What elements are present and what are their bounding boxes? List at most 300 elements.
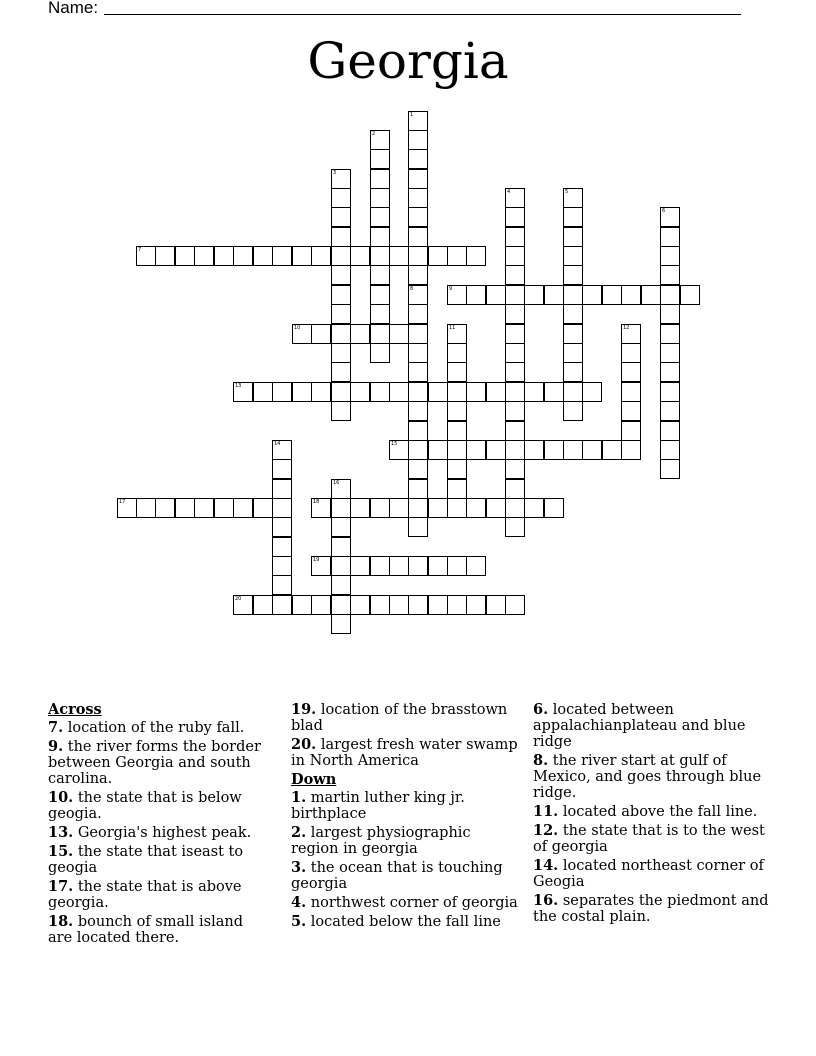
crossword-cell[interactable] bbox=[311, 556, 331, 576]
crossword-cell[interactable] bbox=[505, 304, 525, 324]
crossword-cell[interactable] bbox=[331, 304, 351, 324]
crossword-cell[interactable] bbox=[350, 595, 370, 615]
crossword-cell[interactable] bbox=[486, 382, 506, 402]
crossword-cell[interactable] bbox=[194, 498, 214, 518]
crossword-cell[interactable] bbox=[408, 130, 428, 150]
crossword-cell[interactable] bbox=[272, 537, 292, 557]
crossword-cell[interactable] bbox=[660, 401, 680, 421]
crossword-cell[interactable] bbox=[660, 382, 680, 402]
crossword-cell[interactable] bbox=[408, 362, 428, 382]
clue-number: 16. bbox=[533, 892, 559, 909]
crossword-cell[interactable] bbox=[428, 440, 448, 460]
crossword-cell[interactable] bbox=[370, 188, 390, 208]
crossword-cell[interactable] bbox=[447, 498, 467, 518]
cell-number: 5 bbox=[565, 189, 569, 195]
crossword-cell[interactable] bbox=[331, 517, 351, 537]
crossword-cell[interactable] bbox=[505, 343, 525, 363]
crossword-cell[interactable] bbox=[563, 285, 583, 305]
crossword-cell[interactable] bbox=[408, 324, 428, 344]
crossword-cell[interactable] bbox=[563, 440, 583, 460]
clue-number: 4. bbox=[291, 894, 307, 911]
across-clue-list bbox=[48, 720, 270, 946]
crossword-cell[interactable] bbox=[563, 207, 583, 227]
crossword-cell[interactable] bbox=[428, 498, 448, 518]
crossword-cell[interactable] bbox=[505, 595, 525, 615]
crossword-cell[interactable] bbox=[292, 246, 312, 266]
page-title: Georgia bbox=[307, 32, 509, 90]
crossword-cell[interactable] bbox=[544, 285, 564, 305]
crossword-cell[interactable] bbox=[408, 382, 428, 402]
clue-text: located above the fall line. bbox=[558, 804, 758, 820]
clue-text: Georgia's highest peak. bbox=[73, 825, 252, 841]
crossword-cell[interactable] bbox=[621, 401, 641, 421]
clue-text: located northeast corner of Geogia bbox=[533, 858, 764, 890]
crossword-cell[interactable] bbox=[331, 285, 351, 305]
cell-number: 17 bbox=[119, 499, 126, 505]
clue-number: 7. bbox=[48, 719, 64, 736]
crossword-cell[interactable] bbox=[331, 343, 351, 363]
crossword-cell[interactable] bbox=[621, 343, 641, 363]
crossword-cell[interactable] bbox=[408, 595, 428, 615]
crossword-cell[interactable] bbox=[370, 149, 390, 169]
crossword-cell[interactable] bbox=[311, 595, 331, 615]
crossword-cell[interactable] bbox=[524, 498, 544, 518]
crossword-cell[interactable] bbox=[408, 111, 428, 131]
crossword-cell[interactable] bbox=[389, 246, 409, 266]
crossword-cell[interactable] bbox=[660, 265, 680, 285]
crossword-cell[interactable] bbox=[272, 479, 292, 499]
crossword-cell[interactable] bbox=[505, 459, 525, 479]
cell-number: 9 bbox=[449, 286, 453, 292]
crossword-cell[interactable] bbox=[136, 498, 156, 518]
crossword-cell[interactable] bbox=[621, 324, 641, 344]
clue-number: 15. bbox=[48, 843, 74, 860]
crossword-cell[interactable] bbox=[660, 304, 680, 324]
crossword-cell[interactable] bbox=[505, 188, 525, 208]
crossword-cell[interactable] bbox=[621, 382, 641, 402]
crossword-cell[interactable] bbox=[350, 556, 370, 576]
crossword-cell[interactable] bbox=[447, 285, 467, 305]
crossword-cell[interactable] bbox=[370, 207, 390, 227]
crossword-cell[interactable] bbox=[350, 246, 370, 266]
cell-number: 15 bbox=[391, 441, 398, 447]
crossword-cell[interactable] bbox=[389, 382, 409, 402]
crossword-cell[interactable] bbox=[175, 246, 195, 266]
crossword-cell[interactable] bbox=[155, 246, 175, 266]
cell-number: 8 bbox=[410, 286, 414, 292]
crossword-cell[interactable] bbox=[660, 343, 680, 363]
crossword-cell[interactable] bbox=[563, 246, 583, 266]
crossword-cell[interactable] bbox=[408, 188, 428, 208]
crossword-cell[interactable] bbox=[292, 382, 312, 402]
crossword-cell[interactable] bbox=[466, 556, 486, 576]
crossword-cell[interactable] bbox=[272, 498, 292, 518]
crossword-cell[interactable] bbox=[408, 343, 428, 363]
clue-item bbox=[48, 790, 270, 822]
crossword-cell[interactable] bbox=[370, 324, 390, 344]
crossword-cell[interactable] bbox=[331, 614, 351, 634]
crossword-cell[interactable] bbox=[253, 382, 273, 402]
crossword-cell[interactable] bbox=[563, 227, 583, 247]
clues-column-2 bbox=[291, 702, 519, 933]
crossword-cell[interactable] bbox=[408, 246, 428, 266]
crossword-cell[interactable] bbox=[408, 440, 428, 460]
clue-item bbox=[533, 893, 769, 925]
crossword-cell[interactable] bbox=[563, 382, 583, 402]
clue-number: 12. bbox=[533, 822, 559, 839]
clue-number: 3. bbox=[291, 859, 307, 876]
crossword-cell[interactable] bbox=[331, 227, 351, 247]
crossword-cell[interactable] bbox=[311, 382, 331, 402]
clue-text: the river forms the border between Georgia and south carolina. bbox=[48, 739, 261, 787]
crossword-cell[interactable] bbox=[524, 440, 544, 460]
clue-item bbox=[48, 825, 270, 841]
crossword-cell[interactable] bbox=[660, 440, 680, 460]
crossword-cell[interactable] bbox=[408, 421, 428, 441]
clue-item bbox=[48, 720, 270, 736]
crossword-cell[interactable] bbox=[272, 246, 292, 266]
cell-number: 18 bbox=[313, 499, 320, 505]
clue-text: location of the brasstown blad bbox=[291, 702, 508, 734]
down-clue-list-continued bbox=[533, 702, 769, 925]
clue-item bbox=[533, 702, 769, 750]
crossword-cell[interactable] bbox=[563, 324, 583, 344]
crossword-cell[interactable] bbox=[370, 246, 390, 266]
name-label: Name: bbox=[48, 0, 99, 17]
crossword-cell[interactable] bbox=[505, 227, 525, 247]
crossword-cell[interactable] bbox=[563, 362, 583, 382]
clue-item bbox=[48, 879, 270, 911]
crossword-cell[interactable] bbox=[233, 595, 253, 615]
crossword-cell[interactable] bbox=[505, 498, 525, 518]
clue-item bbox=[291, 825, 519, 857]
crossword-cell[interactable] bbox=[602, 285, 622, 305]
crossword-cell[interactable] bbox=[660, 324, 680, 344]
clue-text: separates the piedmont and the costal plain. bbox=[533, 893, 769, 925]
crossword-cell[interactable] bbox=[660, 459, 680, 479]
crossword-cell[interactable] bbox=[447, 324, 467, 344]
crossword-cell[interactable] bbox=[524, 285, 544, 305]
crossword-cell[interactable] bbox=[621, 285, 641, 305]
clue-text: located below the fall line bbox=[306, 914, 501, 930]
crossword-cell[interactable] bbox=[563, 188, 583, 208]
crossword-cell[interactable] bbox=[272, 575, 292, 595]
crossword-cell[interactable] bbox=[253, 595, 273, 615]
clue-text: location of the ruby fall. bbox=[63, 720, 245, 736]
crossword-cell[interactable] bbox=[582, 285, 602, 305]
clue-text: martin luther king jr. birthplace bbox=[291, 790, 465, 822]
cell-number: 1 bbox=[410, 112, 414, 118]
crossword-cell[interactable] bbox=[370, 382, 390, 402]
crossword-cell[interactable] bbox=[408, 285, 428, 305]
crossword-cell[interactable] bbox=[350, 324, 370, 344]
across-clue-list-continued bbox=[291, 702, 519, 769]
crossword-cell[interactable] bbox=[389, 498, 409, 518]
crossword-cell[interactable] bbox=[486, 498, 506, 518]
crossword-cell[interactable] bbox=[408, 556, 428, 576]
crossword-cell[interactable] bbox=[428, 556, 448, 576]
cell-number: 14 bbox=[274, 441, 281, 447]
crossword-cell[interactable] bbox=[331, 479, 351, 499]
crossword-cell[interactable] bbox=[370, 130, 390, 150]
crossword-cell[interactable] bbox=[563, 304, 583, 324]
crossword-cell[interactable] bbox=[408, 227, 428, 247]
crossword-cell[interactable] bbox=[466, 440, 486, 460]
crossword-cell[interactable] bbox=[486, 440, 506, 460]
crossword-cell[interactable] bbox=[466, 382, 486, 402]
crossword-cell[interactable] bbox=[505, 401, 525, 421]
crossword-cell[interactable] bbox=[331, 324, 351, 344]
crossword-cell[interactable] bbox=[447, 421, 467, 441]
crossword-cell[interactable] bbox=[408, 517, 428, 537]
down-clue-list bbox=[291, 790, 519, 930]
clue-item bbox=[291, 914, 519, 930]
clue-item bbox=[533, 823, 769, 855]
crossword-cell[interactable] bbox=[621, 362, 641, 382]
crossword-cell[interactable] bbox=[428, 246, 448, 266]
crossword-cell[interactable] bbox=[505, 207, 525, 227]
clue-number: 14. bbox=[533, 857, 559, 874]
crossword-cell[interactable] bbox=[486, 595, 506, 615]
crossword-cell[interactable] bbox=[447, 343, 467, 363]
crossword-cell[interactable] bbox=[505, 421, 525, 441]
crossword-cell[interactable] bbox=[272, 517, 292, 537]
crossword-cell[interactable] bbox=[389, 440, 409, 460]
crossword-cell[interactable] bbox=[155, 498, 175, 518]
crossword-cell[interactable] bbox=[253, 246, 273, 266]
crossword-cell[interactable] bbox=[408, 304, 428, 324]
crossword-cell[interactable] bbox=[292, 595, 312, 615]
crossword-cell[interactable] bbox=[505, 440, 525, 460]
crossword-cell[interactable] bbox=[117, 498, 137, 518]
clues-column-1 bbox=[48, 702, 270, 949]
crossword-cell[interactable] bbox=[370, 595, 390, 615]
crossword-cell[interactable] bbox=[466, 246, 486, 266]
crossword-cell[interactable] bbox=[447, 382, 467, 402]
crossword-cell[interactable] bbox=[233, 498, 253, 518]
crossword-cell[interactable] bbox=[272, 595, 292, 615]
crossword-cell[interactable] bbox=[370, 343, 390, 363]
down-heading: Down bbox=[291, 771, 337, 788]
crossword-cell[interactable] bbox=[505, 246, 525, 266]
crossword-cell[interactable] bbox=[524, 382, 544, 402]
clue-item bbox=[533, 753, 769, 801]
clue-text: the ocean that is touching georgia bbox=[291, 860, 503, 892]
crossword-cell[interactable] bbox=[408, 498, 428, 518]
crossword-cell[interactable] bbox=[447, 401, 467, 421]
crossword-cell[interactable] bbox=[233, 382, 253, 402]
crossword-cell[interactable] bbox=[331, 498, 351, 518]
crossword-cell[interactable] bbox=[408, 479, 428, 499]
clue-number: 8. bbox=[533, 752, 549, 769]
crossword-cell[interactable] bbox=[214, 498, 234, 518]
crossword-cell[interactable] bbox=[447, 362, 467, 382]
crossword-cell[interactable] bbox=[370, 285, 390, 305]
crossword-cell[interactable] bbox=[292, 324, 312, 344]
crossword-cell[interactable] bbox=[447, 459, 467, 479]
cell-number: 10 bbox=[294, 325, 301, 331]
crossword-cell[interactable] bbox=[272, 440, 292, 460]
crossword-cell[interactable] bbox=[370, 169, 390, 189]
cell-number: 3 bbox=[333, 170, 337, 176]
crossword-cell[interactable] bbox=[389, 595, 409, 615]
cell-number: 16 bbox=[333, 480, 340, 486]
clue-number: 2. bbox=[291, 824, 307, 841]
clue-number: 13. bbox=[48, 824, 74, 841]
crossword-cell[interactable] bbox=[505, 517, 525, 537]
cell-number: 7 bbox=[138, 247, 142, 253]
clue-item bbox=[48, 914, 270, 946]
across-heading: Across bbox=[48, 701, 102, 718]
crossword-cell[interactable] bbox=[408, 459, 428, 479]
clue-text: northwest corner of georgia bbox=[306, 895, 518, 911]
crossword-cell[interactable] bbox=[486, 285, 506, 305]
crossword-cell[interactable] bbox=[331, 537, 351, 557]
crossword-cell[interactable] bbox=[621, 421, 641, 441]
cell-number: 2 bbox=[372, 131, 376, 137]
crossword-cell[interactable] bbox=[680, 285, 700, 305]
crossword-cell[interactable] bbox=[253, 498, 273, 518]
crossword-cell[interactable] bbox=[408, 149, 428, 169]
crossword-cell[interactable] bbox=[331, 246, 351, 266]
crossword-cell[interactable] bbox=[389, 324, 409, 344]
crossword-cell[interactable] bbox=[447, 556, 467, 576]
crossword-cell[interactable] bbox=[563, 343, 583, 363]
clue-number: 9. bbox=[48, 738, 64, 755]
crossword-cell[interactable] bbox=[331, 169, 351, 189]
crossword-cell[interactable] bbox=[311, 324, 331, 344]
crossword-cell[interactable] bbox=[331, 382, 351, 402]
cell-number: 19 bbox=[313, 557, 320, 563]
crossword-cell[interactable] bbox=[331, 575, 351, 595]
crossword-cell[interactable] bbox=[408, 265, 428, 285]
crossword-cell[interactable] bbox=[272, 459, 292, 479]
crossword-cell[interactable] bbox=[582, 382, 602, 402]
crossword-cell[interactable] bbox=[194, 246, 214, 266]
crossword-cell[interactable] bbox=[505, 382, 525, 402]
crossword-cell[interactable] bbox=[447, 479, 467, 499]
crossword-cell[interactable] bbox=[389, 556, 409, 576]
crossword-cell[interactable] bbox=[582, 440, 602, 460]
crossword-cell[interactable] bbox=[563, 401, 583, 421]
crossword-cell[interactable] bbox=[331, 362, 351, 382]
crossword-cell[interactable] bbox=[505, 285, 525, 305]
crossword-cell[interactable] bbox=[602, 440, 622, 460]
clue-text: the state that iseast to geogia bbox=[48, 844, 244, 876]
clue-text: largest physiographic region in georgia bbox=[291, 825, 471, 857]
crossword-cell[interactable] bbox=[641, 285, 661, 305]
crossword-cell[interactable] bbox=[408, 169, 428, 189]
crossword-cell[interactable] bbox=[544, 440, 564, 460]
crossword-cell[interactable] bbox=[447, 246, 467, 266]
crossword-cell[interactable] bbox=[544, 382, 564, 402]
crossword-cell[interactable] bbox=[544, 498, 564, 518]
crossword-cell[interactable] bbox=[660, 285, 680, 305]
crossword-cell[interactable] bbox=[505, 265, 525, 285]
crossword-cell[interactable] bbox=[447, 595, 467, 615]
crossword-cell[interactable] bbox=[660, 421, 680, 441]
crossword-cell[interactable] bbox=[428, 382, 448, 402]
crossword-cell[interactable] bbox=[428, 595, 448, 615]
crossword-cell[interactable] bbox=[505, 362, 525, 382]
clue-item bbox=[533, 858, 769, 890]
crossword-cell[interactable] bbox=[350, 498, 370, 518]
clue-item bbox=[48, 844, 270, 876]
crossword-cell[interactable] bbox=[331, 556, 351, 576]
crossword-cell[interactable] bbox=[331, 401, 351, 421]
crossword-cell[interactable] bbox=[331, 188, 351, 208]
crossword-cell[interactable] bbox=[331, 207, 351, 227]
crossword-cell[interactable] bbox=[505, 479, 525, 499]
clue-item bbox=[291, 895, 519, 911]
crossword-cell[interactable] bbox=[331, 265, 351, 285]
clue-number: 19. bbox=[291, 701, 317, 718]
crossword-cell[interactable] bbox=[621, 440, 641, 460]
clue-text: the river start at gulf of Mexico, and goes through blue ridge. bbox=[533, 753, 762, 801]
crossword-cell[interactable] bbox=[175, 498, 195, 518]
clue-item bbox=[291, 737, 519, 769]
crossword-cell[interactable] bbox=[370, 265, 390, 285]
crossword-cell[interactable] bbox=[660, 362, 680, 382]
cell-number: 13 bbox=[235, 383, 242, 389]
crossword-cell[interactable] bbox=[660, 227, 680, 247]
cell-number: 11 bbox=[449, 325, 456, 331]
crossword-cell[interactable] bbox=[136, 246, 156, 266]
crossword-cell[interactable] bbox=[447, 440, 467, 460]
crossword-cell[interactable] bbox=[350, 382, 370, 402]
cell-number: 6 bbox=[662, 208, 666, 214]
clue-item bbox=[48, 739, 270, 787]
crossword-cell[interactable] bbox=[563, 265, 583, 285]
crossword-cell[interactable] bbox=[370, 556, 390, 576]
clue-item bbox=[533, 804, 769, 820]
clue-item bbox=[291, 702, 519, 734]
cell-number: 12 bbox=[623, 325, 630, 331]
crossword-cell[interactable] bbox=[466, 285, 486, 305]
cell-number: 20 bbox=[235, 596, 242, 602]
crossword-cell[interactable] bbox=[660, 246, 680, 266]
crossword-cell[interactable] bbox=[466, 498, 486, 518]
crossword-cell[interactable] bbox=[408, 207, 428, 227]
crossword-cell[interactable] bbox=[505, 324, 525, 344]
crossword-cell[interactable] bbox=[311, 246, 331, 266]
crossword-cell[interactable] bbox=[466, 595, 486, 615]
crossword-cell[interactable] bbox=[272, 382, 292, 402]
cell-number: 4 bbox=[507, 189, 511, 195]
crossword-cell[interactable] bbox=[408, 401, 428, 421]
crossword-cell[interactable] bbox=[370, 498, 390, 518]
clue-text: the state that is to the west of georgia bbox=[533, 823, 765, 855]
clue-number: 5. bbox=[291, 913, 307, 930]
crossword-cell[interactable] bbox=[331, 595, 351, 615]
clue-item bbox=[291, 860, 519, 892]
clue-number: 1. bbox=[291, 789, 307, 806]
crossword-cell[interactable] bbox=[214, 246, 234, 266]
crossword-cell[interactable] bbox=[660, 207, 680, 227]
clue-text: largest fresh water swamp in North America bbox=[291, 737, 518, 769]
crossword-cell[interactable] bbox=[311, 498, 331, 518]
clue-number: 10. bbox=[48, 789, 74, 806]
clue-number: 6. bbox=[533, 701, 549, 718]
crossword-cell[interactable] bbox=[370, 304, 390, 324]
clue-text: located between appalachianplateau and blue ridge bbox=[533, 702, 746, 750]
clue-number: 20. bbox=[291, 736, 317, 753]
crossword-cell[interactable] bbox=[233, 246, 253, 266]
crossword-cell[interactable] bbox=[272, 556, 292, 576]
clue-text: the state that is above georgia. bbox=[48, 879, 242, 911]
clue-number: 11. bbox=[533, 803, 559, 820]
crossword-cell[interactable] bbox=[370, 227, 390, 247]
